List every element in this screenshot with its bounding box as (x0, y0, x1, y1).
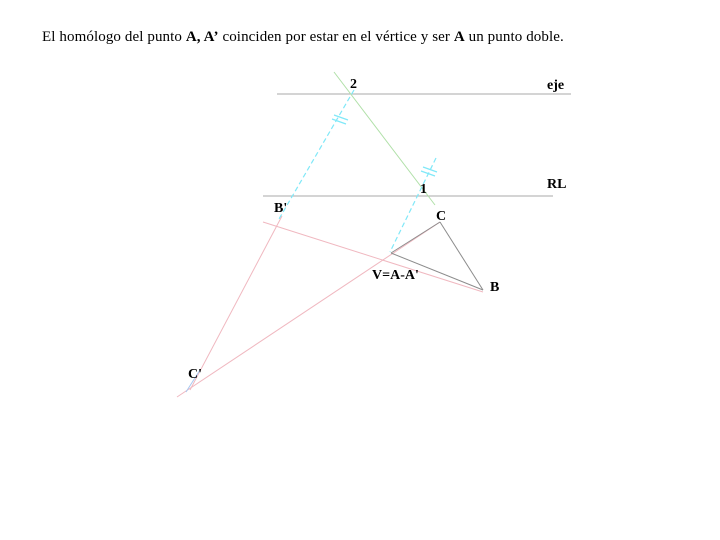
label-eje: eje (547, 78, 565, 93)
caption-text-3: un punto doble. (464, 29, 564, 45)
label-point-1: 1 (420, 182, 427, 197)
caption-bold-1: A, A’ (185, 29, 219, 45)
caption-bold-2: A (453, 29, 465, 45)
cyan-dashed-line-upper (279, 90, 354, 219)
pink-line-c-cprime (177, 222, 440, 397)
label-point-2: 2 (350, 77, 357, 92)
label-c: C (436, 209, 447, 224)
triangle-side-v-c (391, 222, 440, 253)
caption-text-1: El homólogo del punto (42, 29, 186, 45)
label-c-prime: C' (188, 367, 202, 382)
label-b-prime: B' (274, 201, 288, 216)
pink-line-bprime-cprime (190, 216, 282, 390)
parallel-mark-upper (332, 115, 348, 124)
parallel-mark-lower (421, 167, 437, 176)
label-v-a-a-prime: V=A-A' (372, 268, 419, 283)
cyan-dashed-line-lower (390, 158, 436, 252)
caption-text-2: coinciden por estar en el vértice y ser (218, 29, 454, 45)
label-b: B (490, 280, 500, 295)
label-rl: RL (547, 177, 567, 192)
triangle-side-c-b (440, 222, 483, 290)
